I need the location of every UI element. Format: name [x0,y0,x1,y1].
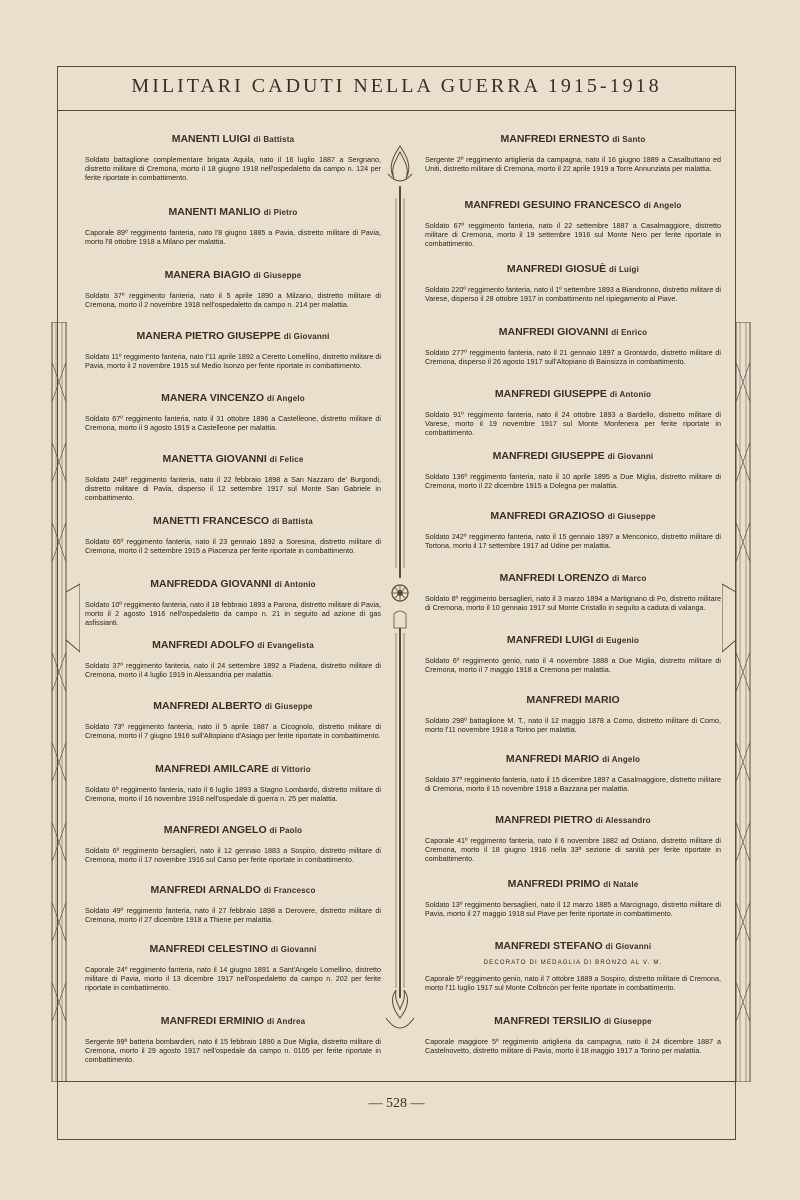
soldier-record: Caporale 41º reggimento fanteria, nato il 6 novembre 1882 ad Ostiano, distretto militare di Cremona, morto il 18 giugno 1916 nella 33ª sezione di sanità per ferite riportate in combattimento. [425,836,721,864]
soldier-name: MANFREDI MARIO di Angelo [505,753,641,765]
soldier-name: MANFREDI PIETRO di Alessandro [495,814,651,826]
soldier-name: MANFREDI CELESTINO di Giovanni [149,943,317,955]
soldier-name: MANERA PIETRO GIUSEPPE di Giovanni [136,330,330,342]
entry [425,1015,721,1055]
soldier-name: MANFREDI TERSILIO di Giuseppe [494,1015,652,1027]
soldier-record: Soldato 248º reggimento fanteria, nato il 22 febbraio 1898 a San Nazzaro de' Burgondi, distretto militare di Pavia, disperso il 12 settembre 1917 sul Monte San Gabriele in combattimento. [85,475,381,503]
entry [425,133,721,173]
entry [425,450,721,490]
soldier-name: MANFREDI MARIO [526,694,620,706]
page-header: MILITARI CADUTI NELLA GUERRA 1915-1918 [131,75,662,97]
entry [85,133,381,183]
soldier-record: Soldato 91º reggimento fanteria, nato il 24 ottobre 1893 a Bardello, distretto militare di Varese, morto il 19 novembre 1917 sul Monte Monfenera per ferite riportate in combattimento. [425,410,721,438]
soldier-record: Soldato 65º reggimento fanteria, nato il 23 gennaio 1892 a Soresina, distretto militare di Cremona, morto il 2 settembre 1915 a Piacenza per ferite riportate in combattimento. [85,537,381,556]
soldier-record: Soldato 37º reggimento fanteria, nato il 15 dicembre 1897 a Casalmaggiore, distretto militare di Cremona, morto il 15 novembre 1918 a Bazzana per malattia. [425,775,721,794]
rosette-icon [392,585,408,601]
soldier-name: MANFREDI LUIGI di Eugenio [506,634,640,646]
soldier-record: Soldato 10º reggimento fanteria, nato il 18 febbraio 1893 a Parona, distretto militare di Pavia, morto il 2 agosto 1916 nell'ospedaletto da campo n. 21 in seguito ad azione di gas asfissianti. [85,600,381,628]
entry [85,824,381,864]
entry [425,634,721,674]
entry [425,199,721,249]
soldier-record: Soldato 37º reggimento fanteria, nato il 24 settembre 1892 a Piadena, distretto militare di Cremona, morto il 4 luglio 1919 in Alessandria per malattia. [85,661,381,680]
soldier-record: Sergente 2º reggimento artiglieria da campagna, nato il 16 giugno 1889 a Casalbuttano ed Uniti, distretto militare di Cremona, morto il 22 aprile 1919 a Torre Annunziata per malattia. [425,155,721,174]
soldier-record: Soldato 6º reggimento fanteria, nato il 6 luglio 1893 a Stagno Lombardo, distretto militare di Cremona, morto il 16 novembre 1918 nell'ospedale di guerra n. 25 per malattia. [85,785,381,804]
soldier-record: Soldato 6º reggimento genio, nato il 4 novembre 1888 a Due Miglia, distretto militare di Cremona, morto il 7 maggio 1918 a Cremona per malattia. [425,656,721,675]
soldier-name: MANETTI FRANCESCO di Battista [153,515,313,527]
soldier-name: MANFREDI LORENZO di Marco [499,572,647,584]
entry [85,943,381,993]
entry [425,694,721,734]
soldier-name: MANFREDI GIOSUÈ di Luigi [506,263,640,275]
soldier-record: Caporale 89º reggimento fanteria, nato l'8 giugno 1885 a Pavia, distretto militare di Pavia, morto l'8 ottobre 1918 a Milano per malattia. [85,228,381,247]
center-column-ornament [382,138,418,1058]
soldier-record: Soldato 73º reggimento fanteria, nato il 5 aprile 1887 a Cicognolo, distretto militare di Cremona, morto il 7 giugno 1916 sull'Altopiano d'Asiago per ferite riportate in combattimento. [85,722,381,741]
entry [85,515,381,555]
entry [425,878,721,918]
left-fasces-ornament [38,322,80,1082]
soldier-record: Soldato 67º reggimento fanteria, nato il 31 ottobre 1896 a Castelleone, distretto militare di Cremona, morto il 9 agosto 1919 a Castelleone per malattia. [85,414,381,433]
entry [425,753,721,793]
decoration-note: DECORATO DI MEDAGLIA DI BRONZO AL V. M. [483,960,663,966]
entry [85,206,381,246]
soldier-name: MANFREDI ERMINIO di Andrea [160,1015,306,1027]
entry [85,578,381,628]
soldier-name: MANFREDI PRIMO di Natale [507,878,639,890]
soldier-name: MANFREDI ALBERTO di Giuseppe [153,700,313,712]
right-fasces-ornament [722,322,764,1082]
soldier-record: Soldato 277º reggimento fanteria, nato il 21 gennaio 1897 a Grontardo, distretto militare di Cremona, disperso il 26 agosto 1917 sull'Altopiano di Bainsizza in combattimento. [425,348,721,367]
soldier-record: Soldato 49º reggimento fanteria, nato il 27 febbraio 1898 a Derovere, distretto militare di Cremona, morto il 27 dicembre 1918 a Thiene per malattia. [85,906,381,925]
entry [425,572,721,612]
header-rule [57,110,736,111]
entry [85,700,381,740]
soldier-record: Soldato battaglione complementare brigata Aquila, nato il 16 luglio 1887 a Sergnano, distretto militare di Cremona, morto il 18 giugno 1918 nell'ospedaletto da campo n. 124 per ferite riportate in combattimento. [85,155,381,183]
soldier-record: Soldato 220º reggimento fanteria, nato il 1º settembre 1893 a Biandronno, distretto militare di Varese, disperso il 28 ottobre 1917 in combattimento nel ripiegamento al Piave. [425,285,721,304]
soldier-record: Caporale 24º reggimento fanteria, nato il 14 giugno 1891 a Sant'Angelo Lomellino, distretto militare di Pavia, morto il 13 dicembre 1917 nell'ospedaletto da campo n. 202 per ferite riportate in combattimento. [85,965,381,993]
entry [425,940,721,992]
entry [85,330,381,370]
soldier-name: MANFREDI GRAZIOSO di Giuseppe [490,510,656,522]
soldier-name: MANERA VINCENZO di Angelo [161,392,305,404]
entry [425,510,721,550]
footer-rule [57,1081,736,1082]
soldier-name: MANFREDDA GIOVANNI di Antonio [150,578,316,590]
soldier-name: MANFREDI GESUINO FRANCESCO di Angelo [464,199,682,211]
soldier-record: Caporale maggiore 5º reggimento artiglieria da campagna, nato il 24 dicembre 1887 a Castelnovetto, distretto militare di Pavia, morto il 18 maggio 1917 a Torino per malattia. [425,1037,721,1056]
entry [85,763,381,803]
soldier-record: Soldato 8º reggimento bersaglieri, nato il 3 marzo 1894 a Martignano di Po, distretto militare di Cremona, morto il 10 gennaio 1917 sul Monte Cristallo in seguito a caduta di valanga. [425,594,721,613]
soldier-record: Soldato 298º battaglione M. T., nato il 12 maggio 1878 a Como, distretto militare di Como, morto l'11 novembre 1918 a Torino per malattia. [425,716,721,735]
soldier-name: MANFREDI AMILCARE di Vittorio [155,763,311,775]
soldier-record: Soldato 67º reggimento fanteria, nato il 22 settembre 1887 a Casalmaggiore, distretto militare di Cremona, morto il 19 settembre 1916 sul Monte Nero per ferite riportate in combattimento. [425,221,721,249]
soldier-name: MANENTI LUIGI di Battista [171,133,295,145]
entry [85,1015,381,1065]
page-number: — 528 — [368,1096,425,1111]
entry [85,884,381,924]
soldier-name: MANFREDI GIOVANNI di Enrico [498,326,648,338]
soldier-name: MANFREDI ADOLFO di Evangelista [152,639,314,651]
soldier-record: Soldato 242º reggimento fanteria, nato il 15 gennaio 1897 a Menconico, distretto militare di Tortona, morto il 17 settembre 1917 ad Udine per malattia. [425,532,721,551]
entry [85,453,381,503]
soldier-record: Sergente 99ª batteria bombardieri, nato il 15 febbraio 1890 a Due Miglia, distretto militare di Cremona, morto il 29 agosto 1917 nell'ospedale da campo n. 0105 per ferite riportate in combattimento. [85,1037,381,1065]
entry [425,263,721,303]
soldier-name: MANFREDI GIUSEPPE di Giovanni [492,450,654,462]
torch-ornament [391,146,409,178]
entry [425,388,721,438]
soldier-record: Soldato 6º reggimento bersaglieri, nato il 12 gennaio 1883 a Sospiro, distretto militare di Cremona, morto il 17 novembre 1916 sul Carso per ferite riportate in combattimento. [85,846,381,865]
soldier-name: MANFREDI ERNESTO di Santo [500,133,646,145]
soldier-name: MANFREDI ANGELO di Paolo [163,824,303,836]
entry [425,814,721,864]
entry [85,269,381,309]
soldier-name: MANFREDI ARNALDO di Francesco [150,884,316,896]
entry [425,326,721,366]
soldier-record: Soldato 11º reggimento fanteria, nato l'11 aprile 1892 a Ceretto Lomellino, distretto militare di Pavia, morto il 2 novembre 1915 sul Medio Isonzo per ferite riportate in combattimento. [85,352,381,371]
soldier-record: Soldato 37º reggimento fanteria, nato il 5 aprile 1890 a Milzano, distretto militare di Cremona, morto il 2 novembre 1918 nell'ospedaletto da campo n. 214 per malattia. [85,291,381,310]
soldier-name: MANERA BIAGIO di Giuseppe [164,269,302,281]
soldier-name: MANFREDI STEFANO di Giovanni [494,940,652,952]
entry [85,392,381,432]
soldier-record: Soldato 136º reggimento fanteria, nato il 10 aprile 1895 a Due Miglia, distretto militare di Cremona, morto il 22 dicembre 1915 a Dolegna per malattia. [425,472,721,491]
soldier-name: MANETTA GIOVANNI di Felice [162,453,304,465]
soldier-record: Caporale 5º reggimento genio, nato il 7 ottobre 1889 a Sospiro, distretto militare di Cremona, morto l'11 luglio 1917 sul Monte Colbricòn per ferite riportate in combattimento. [425,974,721,993]
soldier-name: MANENTI MANLIO di Pietro [168,206,298,218]
soldier-name: MANFREDI GIUSEPPE di Antonio [494,388,652,400]
entry [85,639,381,679]
soldier-record: Soldato 13º reggimento bersaglieri, nato il 12 marzo 1885 a Marcignago, distretto militare di Pavia, morto il 27 maggio 1918 sul Piave per ferite riportate in combattimento. [425,900,721,919]
